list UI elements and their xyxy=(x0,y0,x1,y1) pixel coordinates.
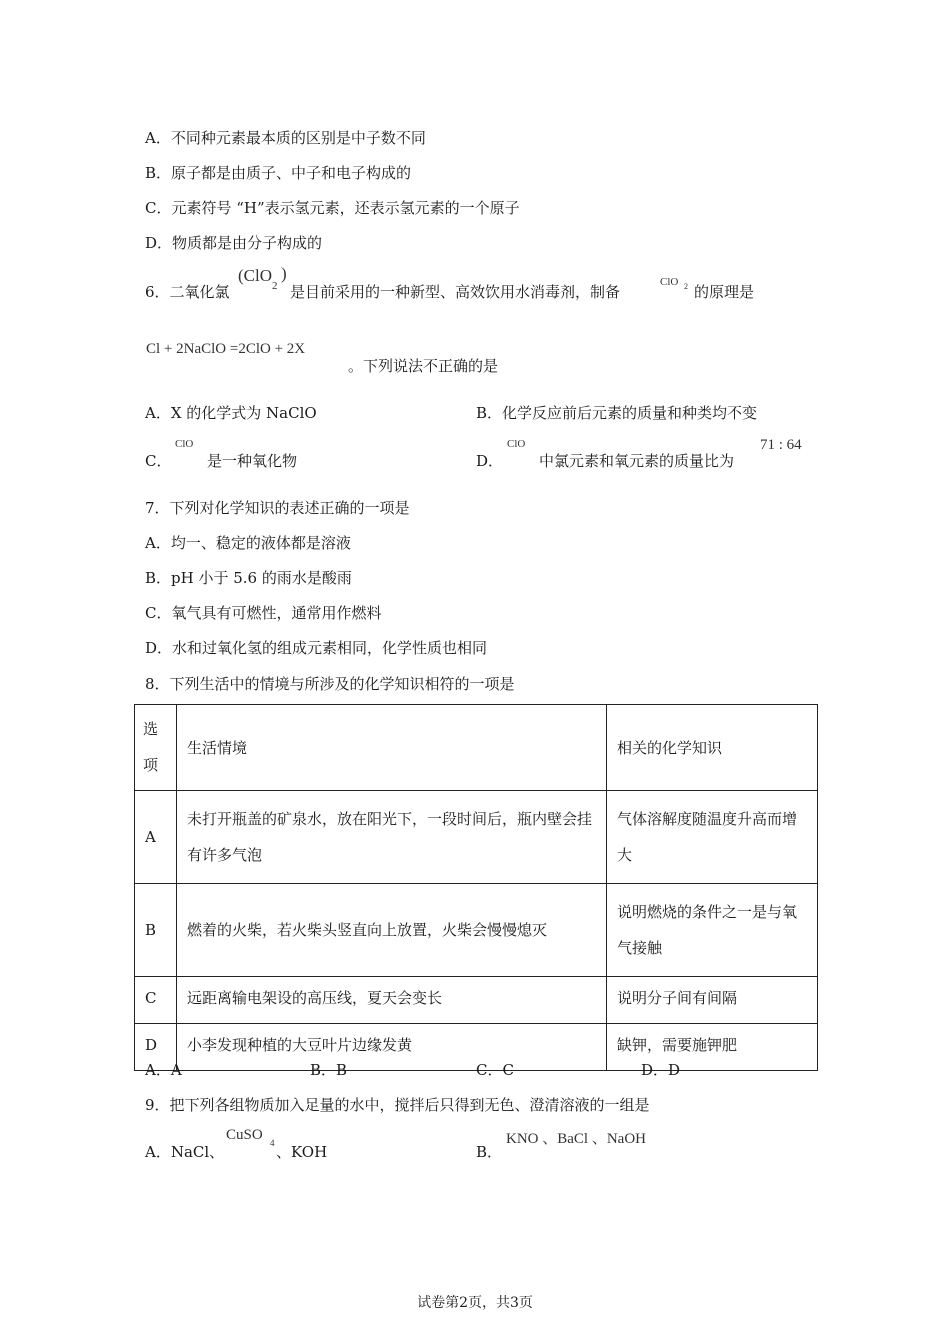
row-knowledge: 气体溶解度随温度升高而增大 xyxy=(607,791,818,884)
q6-option-d-text: 中氯元素和氧元素的质量比为 xyxy=(539,452,735,470)
q6-equation-tail: 。下列说法不正确的是 xyxy=(348,357,499,375)
row-knowledge: 说明分子间有间隔 xyxy=(607,977,818,1024)
row-knowledge: 缺钾，需要施钾肥 xyxy=(607,1024,818,1071)
q6-equation: Cl + 2NaClO =2ClO + 2X xyxy=(146,341,306,357)
q8-option-c: C．C xyxy=(476,1061,514,1079)
row-option: A xyxy=(135,791,177,884)
q6-stem-pre: 6．二氧化氯 xyxy=(145,283,230,301)
q6-option-c-label: C． xyxy=(145,452,172,470)
header-scene: 生活情境 xyxy=(177,705,607,791)
q6-option-b: B．化学反应前后元素的质量和种类均不变 xyxy=(476,404,758,422)
q9-option-a-post: 、KOH xyxy=(276,1143,328,1161)
q6-option-d-formula: ClO xyxy=(507,438,526,450)
q5-option-c: C．元素符号 “H”表示氢元素，还表示氢元素的一个原子 xyxy=(145,199,520,217)
q7-option-b: B．pH 小于 5.6 的雨水是酸雨 xyxy=(145,569,352,587)
row-option: B xyxy=(135,884,177,977)
q8-option-a: A．A xyxy=(145,1061,182,1079)
row-scene: 远距离输电架设的高压线，夏天会变长 xyxy=(177,977,607,1024)
q8-option-b: B．B xyxy=(310,1061,348,1079)
row-option: D xyxy=(135,1024,177,1071)
table-row xyxy=(135,977,818,1024)
row-scene: 燃着的火柴，若火柴头竖直向上放置，火柴会慢慢熄灭 xyxy=(177,884,607,977)
q5-option-d: D．物质都是由分子构成的 xyxy=(145,234,323,252)
q9-option-b-formula: KNO 、BaCl 、NaOH xyxy=(506,1131,646,1147)
q5-option-b: B．原子都是由质子、中子和电子构成的 xyxy=(145,164,412,182)
q8-option-d: D．D xyxy=(641,1061,681,1079)
q9-option-a-formula: CuSO xyxy=(226,1127,263,1143)
q6-option-c-formula: ClO xyxy=(175,438,194,450)
q5-option-a: A．不同种元素最本质的区别是中子数不同 xyxy=(145,129,426,147)
q9-option-a-sub: 4 xyxy=(270,1138,275,1148)
row-knowledge: 说明燃烧的条件之一是与氧气接触 xyxy=(607,884,818,977)
q7-option-d: D．水和过氧化氢的组成元素相同，化学性质也相同 xyxy=(145,639,488,657)
table-row xyxy=(135,884,818,977)
row-option: C xyxy=(135,977,177,1024)
header-option: 选项 xyxy=(135,705,177,791)
q6-formula-clo2-paren: (ClO xyxy=(238,266,272,285)
q6-option-d-label: D． xyxy=(476,452,504,470)
q6-option-d-ratio: 71 : 64 xyxy=(760,437,802,453)
header-knowledge: 相关的化学知识 xyxy=(607,705,818,791)
q6-stem-mid: 是目前采用的一种新型、高效饮用水消毒剂，制备 xyxy=(290,283,621,301)
q6-formula-clo2-sub: 2 xyxy=(684,282,688,291)
q6-stem-post: 的原理是 xyxy=(694,283,755,301)
row-scene: 小李发现种植的大豆叶片边缘发黄 xyxy=(177,1024,607,1071)
q6-formula-sub: 2 xyxy=(272,280,278,292)
q7-stem: 7．下列对化学知识的表述正确的一项是 xyxy=(145,499,410,517)
table-row xyxy=(135,791,818,884)
q6-formula-clo2: ClO xyxy=(660,276,679,288)
q8-table xyxy=(134,704,818,1071)
q7-option-c: C．氧气具有可燃性，通常用作燃料 xyxy=(145,604,382,622)
q7-option-a: A．均一、稳定的液体都是溶液 xyxy=(145,534,351,552)
q9-stem: 9．把下列各组物质加入足量的水中，搅拌后只得到无色、澄清溶液的一组是 xyxy=(145,1096,650,1114)
q9-option-a-pre: A．NaCl、 xyxy=(145,1143,225,1161)
q8-stem: 8．下列生活中的情境与所涉及的化学知识相符的一项是 xyxy=(145,675,515,693)
q6-option-a: A．X 的化学式为 NaClO xyxy=(145,404,317,422)
q6-option-c-text: 是一种氧化物 xyxy=(207,452,298,470)
table-header-row xyxy=(135,705,818,791)
q6-formula-paren-close: ) xyxy=(281,264,287,283)
page-footer: 试卷第2页，共3页 xyxy=(417,1295,533,1311)
row-scene: 未打开瓶盖的矿泉水，放在阳光下，一段时间后，瓶内壁会挂有许多气泡 xyxy=(177,791,607,884)
q9-option-b-label: B． xyxy=(476,1143,503,1161)
